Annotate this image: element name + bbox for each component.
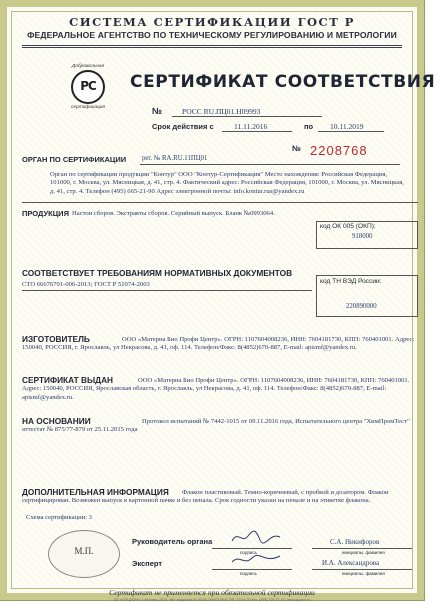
extra-heading: ДОПОЛНИТЕЛЬНАЯ ИНФОРМАЦИЯ xyxy=(22,487,169,497)
expert-label: Эксперт xyxy=(132,559,163,568)
register-note: Сертификат не применяется при обязательной сертификации xyxy=(109,588,315,597)
expert-name-caption: инициалы, фамилия xyxy=(342,571,385,576)
system-title: СИСТЕМА СЕРТИФИКАЦИИ ГОСТ Р xyxy=(69,15,355,29)
certification-scheme: Схема сертификации: 3 xyxy=(26,514,92,521)
logo-caption-top: Добровольная xyxy=(71,64,105,69)
expert-name: И.А. Александрова xyxy=(322,559,380,567)
serial-number: 2208768 xyxy=(310,143,368,158)
basis-text: Протокол испытаний № 7442-1015 от 09.11.2016 года, Испытательного центра "ХимПромТест" аттестат № 875/77-879 от 25.11.2015 года xyxy=(22,418,410,434)
expert-name-line xyxy=(312,569,412,570)
compliance-heading: СООТВЕТСТВУЕТ ТРЕБОВАНИЯМ НОРМАТИВНЫХ ДОКУМЕНТОВ xyxy=(22,268,293,278)
head-sign-caption: подпись xyxy=(240,550,258,555)
agency-title: ФЕДЕРАЛЬНОЕ АГЕНТСТВО ПО ТЕХНИЧЕСКОМУ РЕГУЛИРОВАНИЮ И МЕТРОЛОГИИ xyxy=(27,30,397,40)
head-name-line xyxy=(312,548,412,549)
organ-text: Орган по сертификации продукции "Контур" ООО "Контур-Сертификация" Место нахождения: Российская Федерация, 101000, г. Москва, ул. Мясницкая, д. 41, стр. 4. Фактический адрес: Российская Федерация, 101000, г. Москва, ул. Мясницкая, д. 41, стр. 4. Телефон (495) 665-21-90 Адрес электронной почты: info.kontur.rus@yandex.ru xyxy=(50,171,404,195)
organ-underline xyxy=(22,202,418,203)
stamp-label: М.П. xyxy=(74,546,94,556)
head-sign-line xyxy=(212,548,292,549)
pc-mark-icon xyxy=(71,70,105,104)
manufacturer-heading: ИЗГОТОВИТЕЛЬ xyxy=(22,334,90,344)
certificate-title: СЕРТИФИКАТ СООТВЕТСТВИЯ xyxy=(130,72,435,92)
stamp-seal xyxy=(48,530,120,578)
logo-mark: PC xyxy=(80,79,96,94)
print-line: АО «ОПЦИОН», г. Москва, 2016, «В» лицензия № 05-05-09/003 ФНС РФ, ТЗ № 70 тел. (495) 726-47-42, www.opcion.ru xyxy=(113,598,311,602)
valid-to-underline xyxy=(318,131,384,132)
validity-label: Срок действия с xyxy=(152,122,214,131)
head-name: С.А. Никифоров xyxy=(330,538,380,546)
head-name-caption: инициалы, фамилия xyxy=(342,550,385,555)
okp-value: 918000 xyxy=(352,233,373,240)
tnved-value: 220890000 xyxy=(346,303,377,310)
valid-to: 10.11.2019 xyxy=(330,122,364,131)
expert-signature-icon xyxy=(230,552,282,568)
product-heading: ПРОДУКЦИЯ xyxy=(22,209,69,218)
basis-heading: НА ОСНОВАНИИ xyxy=(22,416,91,426)
valid-from: 11.11.2016 xyxy=(234,122,268,131)
issued-to-heading: СЕРТИФИКАТ ВЫДАН xyxy=(22,375,114,385)
serial-label: № xyxy=(292,144,301,153)
certificate-number: РОСС RU.ПЦ01.Н09993 xyxy=(182,107,261,116)
product-text: Настои сборов. Экстракты сборов. Серийный выпуск. Бланк №0993064. xyxy=(72,210,275,217)
manufacturer-text: ООО «Матерна Био Профи Центр». ОГРН: 1107604008236, ИНН: 7604181730, КПП: 760401001. Адрес: 150040, РОССИЯ, г. Ярославль, ул Некрасова, д. 41, оф. 114. Телефон/Факс: 8(4852)670-887, E-mail: apismf@yandex.ru. xyxy=(22,336,415,352)
valid-from-underline xyxy=(222,131,292,132)
extra-text: Флакон пластиковый. Темно-коричневый, с пробкой и дозатором. Флакон сертифицирован. Возможен выпуск в картонной пачке и без пенала. Срок годности указан на пенале и на этикетке флакона. xyxy=(22,489,389,505)
compliance-underline xyxy=(22,290,312,291)
organ-heading: ОРГАН ПО СЕРТИФИКАЦИИ xyxy=(22,155,127,164)
certificate-body xyxy=(11,11,435,602)
okp-label: код ОК 005 (ОКП): xyxy=(320,223,376,230)
header-rule xyxy=(22,45,402,46)
expert-sign-line xyxy=(212,569,292,570)
valid-to-label: по xyxy=(304,122,314,131)
number-label: № xyxy=(152,106,163,116)
expert-sign-caption: подпись xyxy=(240,571,258,576)
logo-caption-bottom: сертификация xyxy=(71,105,105,111)
head-signature-icon xyxy=(230,528,282,546)
header-rule-2 xyxy=(22,47,402,48)
tnved-label: код ТН ВЭД России: xyxy=(320,278,382,285)
issued-to-text: ООО «Матерна Био Профи Центр». ОГРН: 1107604008236, ИНН: 7604181730, КПП: 760401001. Адрес: 150040, РОССИЯ, Ярославская область, г. Ярославль, ул Некрасова, д. 41, оф. 114. Телефон/Факс: 8(4852)670-887, E-mail: apismf@yandex.ru. xyxy=(22,377,410,401)
head-label: Руководитель органа xyxy=(132,537,213,546)
voluntary-certification-logo xyxy=(64,64,112,120)
compliance-text: СТО 66676791-006-2013; ГОСТ Р 51074-2003 xyxy=(22,281,150,288)
organ-reg-number: рег. № RA.RU.11ПЦ01 xyxy=(142,155,208,162)
organ-reg-underline xyxy=(140,164,400,165)
number-underline xyxy=(172,116,322,117)
